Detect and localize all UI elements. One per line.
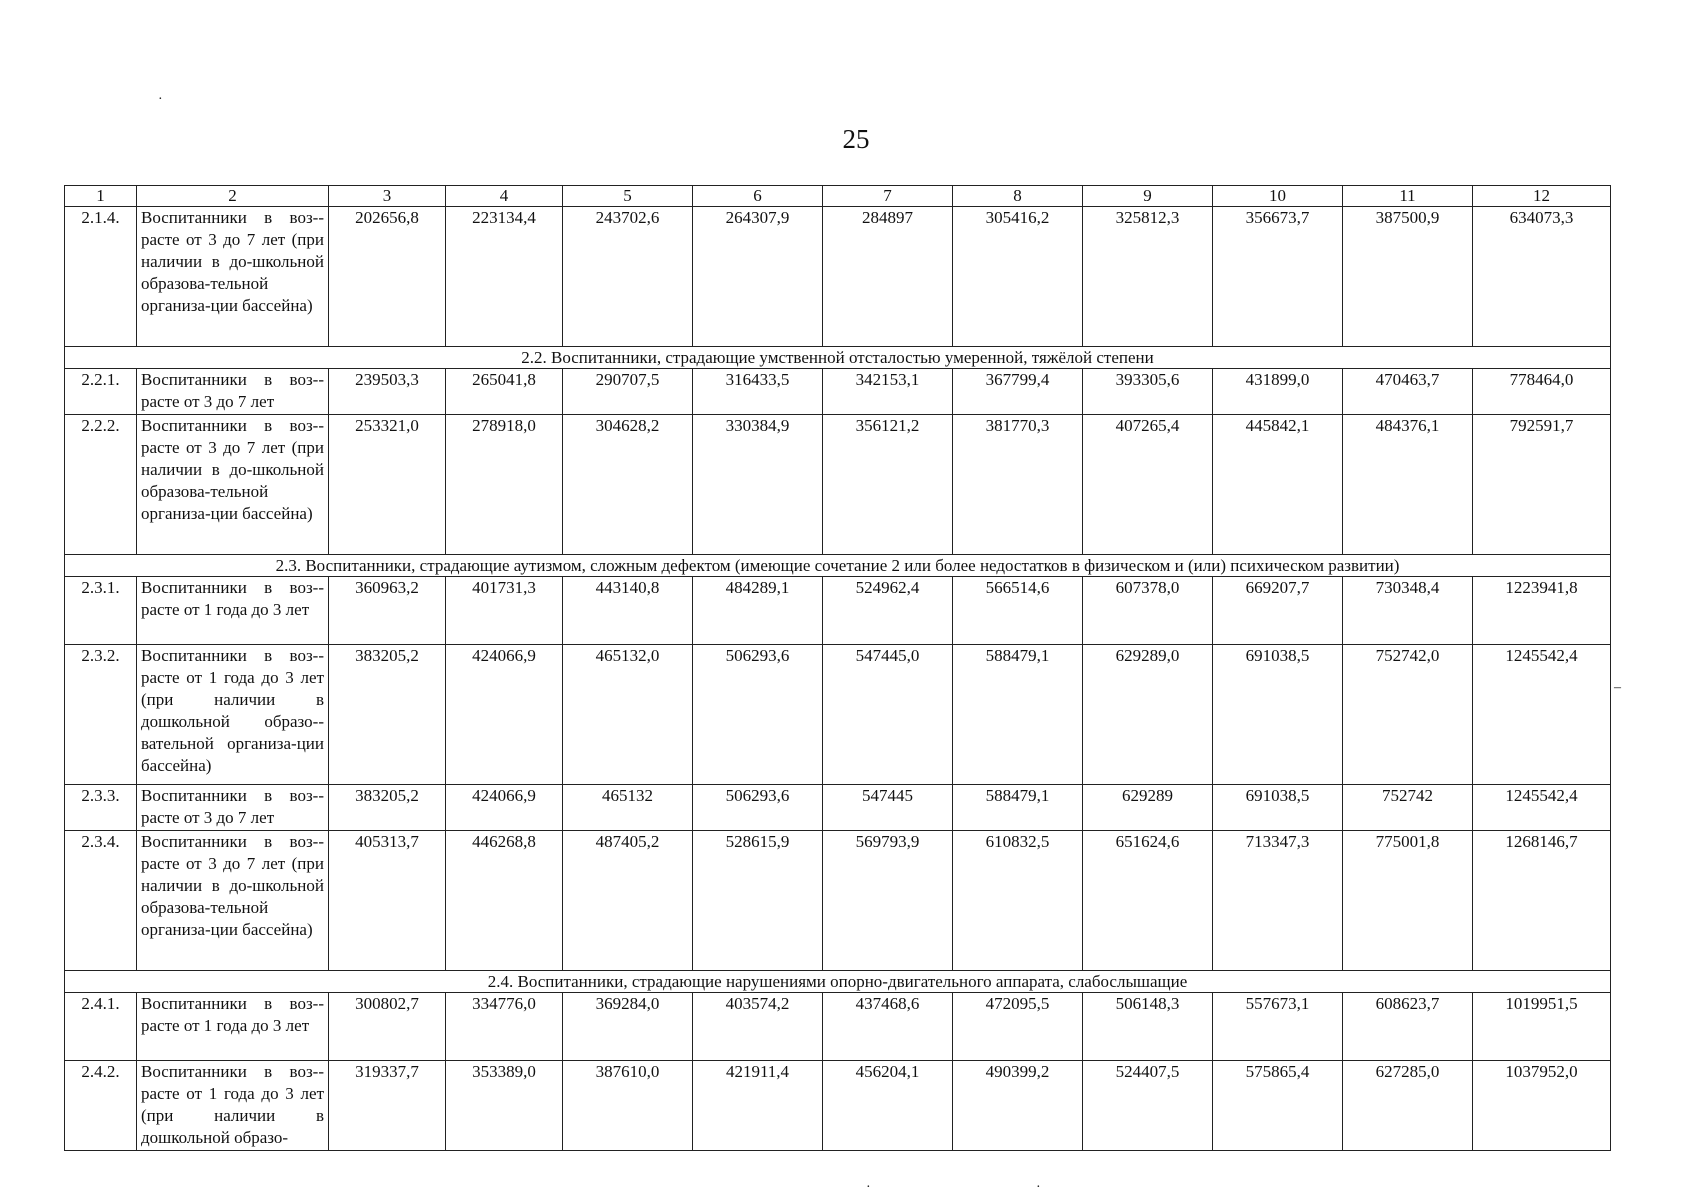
value-cell: 202656,8	[329, 207, 446, 347]
value-cell: 569793,9	[823, 831, 953, 971]
value-cell: 290707,5	[563, 369, 693, 415]
value-cell: 393305,6	[1083, 369, 1213, 415]
row-name: Воспитанники в воз-расте от 3 до 7 лет (при наличии в до-школьной образова-тельной организа-ции бассейна)	[137, 415, 329, 555]
value-cell: 484289,1	[693, 577, 823, 645]
value-cell: 470463,7	[1343, 369, 1473, 415]
table-row	[65, 577, 1611, 645]
value-cell: 691038,5	[1213, 645, 1343, 785]
table-row	[65, 1061, 1611, 1151]
value-cell: 387610,0	[563, 1061, 693, 1151]
table-body	[65, 186, 1611, 1151]
scan-speck: ·	[158, 92, 163, 107]
header-cell: 11	[1343, 186, 1473, 207]
value-cell: 424066,9	[446, 785, 563, 831]
value-cell: 588479,1	[953, 785, 1083, 831]
value-cell: 264307,9	[693, 207, 823, 347]
value-cell: 547445	[823, 785, 953, 831]
value-cell: 524407,5	[1083, 1061, 1213, 1151]
value-cell: 465132	[563, 785, 693, 831]
section-row	[65, 347, 1611, 369]
scan-speck: –	[1614, 680, 1621, 695]
table-row	[65, 645, 1611, 785]
value-cell: 487405,2	[563, 831, 693, 971]
value-cell: 610832,5	[953, 831, 1083, 971]
row-code: 2.2.2.	[65, 415, 137, 555]
value-cell: 528615,9	[693, 831, 823, 971]
value-cell: 360963,2	[329, 577, 446, 645]
value-cell: 575865,4	[1213, 1061, 1343, 1151]
header-cell: 2	[137, 186, 329, 207]
value-cell: 265041,8	[446, 369, 563, 415]
section-title: 2.3. Воспитанники, страдающие аутизмом, сложным дефектом (имеющие сочетание 2 или более недостатков в физическом и (или) психическом развитии)	[65, 555, 1611, 577]
value-cell: 305416,2	[953, 207, 1083, 347]
row-code: 2.3.4.	[65, 831, 137, 971]
value-cell: 465132,0	[563, 645, 693, 785]
section-row	[65, 555, 1611, 577]
value-cell: 421911,4	[693, 1061, 823, 1151]
table-row	[65, 207, 1611, 347]
value-cell: 330384,9	[693, 415, 823, 555]
table-row	[65, 369, 1611, 415]
value-cell: 456204,1	[823, 1061, 953, 1151]
value-cell: 300802,7	[329, 993, 446, 1061]
header-cell: 1	[65, 186, 137, 207]
value-cell: 506293,6	[693, 645, 823, 785]
value-cell: 431899,0	[1213, 369, 1343, 415]
page-number: 25	[842, 124, 870, 154]
value-cell: 566514,6	[953, 577, 1083, 645]
table-row	[65, 785, 1611, 831]
value-cell: 1037952,0	[1473, 1061, 1611, 1151]
value-cell: 547445,0	[823, 645, 953, 785]
value-cell: 243702,6	[563, 207, 693, 347]
value-cell: 506148,3	[1083, 993, 1213, 1061]
value-cell: 792591,7	[1473, 415, 1611, 555]
value-cell: 669207,7	[1213, 577, 1343, 645]
value-cell: 278918,0	[446, 415, 563, 555]
value-cell: 627285,0	[1343, 1061, 1473, 1151]
value-cell: 316433,5	[693, 369, 823, 415]
value-cell: 1245542,4	[1473, 785, 1611, 831]
value-cell: 356121,2	[823, 415, 953, 555]
value-cell: 651624,6	[1083, 831, 1213, 971]
row-code: 2.3.2.	[65, 645, 137, 785]
value-cell: 557673,1	[1213, 993, 1343, 1061]
value-cell: 607378,0	[1083, 577, 1213, 645]
value-cell: 730348,4	[1343, 577, 1473, 645]
row-code: 2.1.4.	[65, 207, 137, 347]
value-cell: 490399,2	[953, 1061, 1083, 1151]
value-cell: 284897	[823, 207, 953, 347]
value-cell: 253321,0	[329, 415, 446, 555]
section-row	[65, 971, 1611, 993]
value-cell: 407265,4	[1083, 415, 1213, 555]
value-cell: 356673,7	[1213, 207, 1343, 347]
table-row	[65, 831, 1611, 971]
value-cell: 484376,1	[1343, 415, 1473, 555]
value-cell: 1268146,7	[1473, 831, 1611, 971]
value-cell: 437468,6	[823, 993, 953, 1061]
value-cell: 304628,2	[563, 415, 693, 555]
header-cell: 8	[953, 186, 1083, 207]
row-code: 2.2.1.	[65, 369, 137, 415]
value-cell: 629289,0	[1083, 645, 1213, 785]
row-code: 2.3.1.	[65, 577, 137, 645]
value-cell: 445842,1	[1213, 415, 1343, 555]
row-code: 2.4.2.	[65, 1061, 137, 1151]
header-cell: 12	[1473, 186, 1611, 207]
row-name: Воспитанники в воз-расте от 1 года до 3 лет	[137, 577, 329, 645]
row-name: Воспитанники в воз-расте от 1 года до 3 лет (при наличии в дошкольной образо-вательной организа-ции бассейна)	[137, 645, 329, 785]
value-cell: 403574,2	[693, 993, 823, 1061]
value-cell: 472095,5	[953, 993, 1083, 1061]
header-cell: 6	[693, 186, 823, 207]
header-row	[65, 186, 1611, 207]
value-cell: 424066,9	[446, 645, 563, 785]
value-cell: 588479,1	[953, 645, 1083, 785]
value-cell: 1223941,8	[1473, 577, 1611, 645]
value-cell: 778464,0	[1473, 369, 1611, 415]
section-title: 2.4. Воспитанники, страдающие нарушениями опорно-двигательного аппарата, слабослышащие	[65, 971, 1611, 993]
value-cell: 446268,8	[446, 831, 563, 971]
table-row	[65, 993, 1611, 1061]
value-cell: 401731,3	[446, 577, 563, 645]
value-cell: 223134,4	[446, 207, 563, 347]
header-cell: 3	[329, 186, 446, 207]
value-cell: 387500,9	[1343, 207, 1473, 347]
row-name: Воспитанники в воз-расте от 3 до 7 лет	[137, 369, 329, 415]
value-cell: 369284,0	[563, 993, 693, 1061]
row-code: 2.3.3.	[65, 785, 137, 831]
value-cell: 608623,7	[1343, 993, 1473, 1061]
value-cell: 334776,0	[446, 993, 563, 1061]
value-cell: 629289	[1083, 785, 1213, 831]
value-cell: 383205,2	[329, 785, 446, 831]
row-code: 2.4.1.	[65, 993, 137, 1061]
value-cell: 1019951,5	[1473, 993, 1611, 1061]
value-cell: 506293,6	[693, 785, 823, 831]
scan-speck: ·	[1036, 1180, 1041, 1195]
value-cell: 634073,3	[1473, 207, 1611, 347]
value-cell: 353389,0	[446, 1061, 563, 1151]
value-cell: 524962,4	[823, 577, 953, 645]
row-name: Воспитанники в воз-расте от 1 года до 3 лет (при наличии в дошкольной образо-	[137, 1061, 329, 1151]
value-cell: 319337,7	[329, 1061, 446, 1151]
value-cell: 443140,8	[563, 577, 693, 645]
row-name: Воспитанники в воз-расте от 3 до 7 лет	[137, 785, 329, 831]
header-cell: 9	[1083, 186, 1213, 207]
value-cell: 752742	[1343, 785, 1473, 831]
value-cell: 405313,7	[329, 831, 446, 971]
header-cell: 4	[446, 186, 563, 207]
value-cell: 342153,1	[823, 369, 953, 415]
value-cell: 713347,3	[1213, 831, 1343, 971]
table-row	[65, 415, 1611, 555]
tariff-table	[64, 185, 1611, 1151]
value-cell: 239503,3	[329, 369, 446, 415]
row-name: Воспитанники в воз-расте от 3 до 7 лет (при наличии в до-школьной образова-тельной организа-ции бассейна)	[137, 207, 329, 347]
value-cell: 1245542,4	[1473, 645, 1611, 785]
header-cell: 10	[1213, 186, 1343, 207]
header-cell: 5	[563, 186, 693, 207]
value-cell: 381770,3	[953, 415, 1083, 555]
value-cell: 367799,4	[953, 369, 1083, 415]
row-name: Воспитанники в воз-расте от 1 года до 3 лет	[137, 993, 329, 1061]
section-title: 2.2. Воспитанники, страдающие умственной отсталостью умеренной, тяжёлой степени	[65, 347, 1611, 369]
header-cell: 7	[823, 186, 953, 207]
value-cell: 383205,2	[329, 645, 446, 785]
value-cell: 775001,8	[1343, 831, 1473, 971]
value-cell: 691038,5	[1213, 785, 1343, 831]
scan-speck: ·	[866, 1180, 871, 1195]
value-cell: 752742,0	[1343, 645, 1473, 785]
row-name: Воспитанники в воз-расте от 3 до 7 лет (при наличии в до-школьной образова-тельной организа-ции бассейна)	[137, 831, 329, 971]
value-cell: 325812,3	[1083, 207, 1213, 347]
